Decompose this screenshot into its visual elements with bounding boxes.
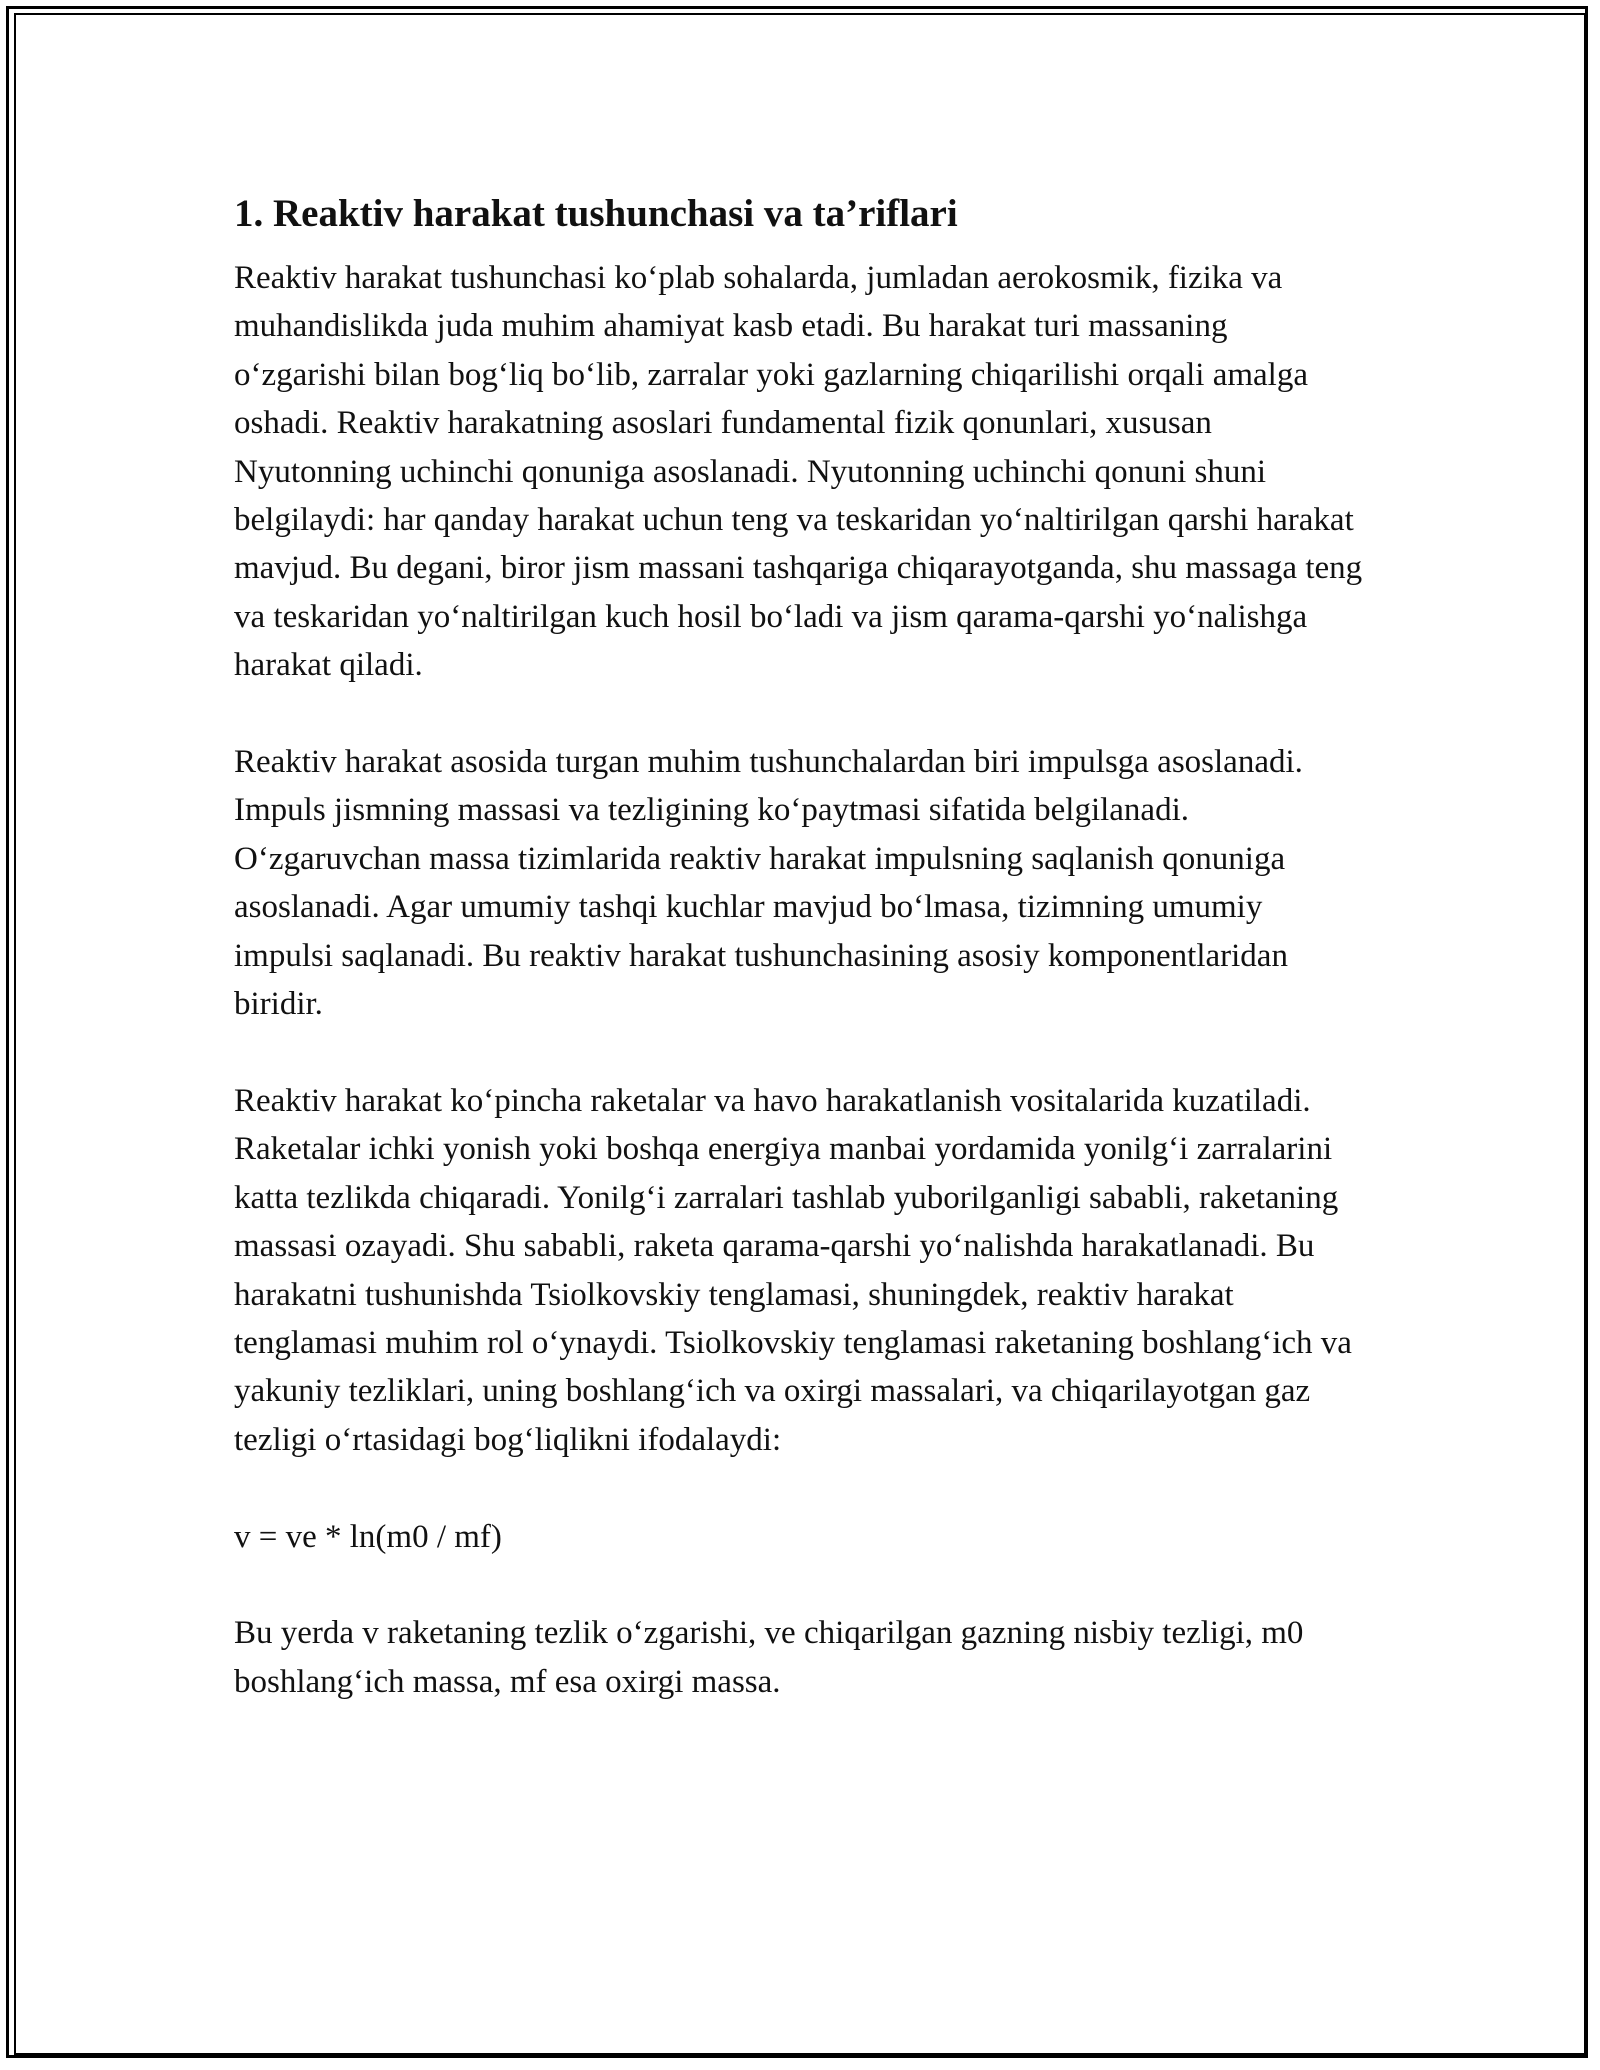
- paragraph-equation-explanation: Bu yerda v raketaning tezlik o‘zgarishi, ve chiqarilgan gazning nisbiy tezligi, m0 boshlang‘ich massa, mf esa oxirgi massa.: [234, 1615, 1304, 1700]
- equation-tsiolkovsky: v = ve * ln(m0 / mf): [234, 1518, 502, 1555]
- paragraph-impulse: Reaktiv harakat asosida turgan muhim tushunchalardan biri impulsga asoslanadi. Impuls jismning massasi va tezligining ko‘paytmasi sifatida belgilanadi. O‘zgaruvchan massa tizimlarida reaktiv harakat impulsning saqlanish qonuniga asoslanadi. Agar umumiy tashqi kuchlar mavjud bo‘lmasa, tizimning umumiy impulsi saqlanadi. Bu reaktiv harakat tushunchasining asosiy komponentlaridan biridir.: [234, 744, 1303, 1023]
- section-heading: 1. Reaktiv harakat tushunchasi va ta’riflari: [234, 192, 958, 235]
- paragraph-rockets: Reaktiv harakat ko‘pincha raketalar va havo harakatlanish vositalarida kuzatiladi. Raketalar ichki yonish yoki boshqa energiya manbai yordamida yonilg‘i zarralarini katta tezlikda chiqaradi. Yonilg‘i zarralari tashlab yuborilganligi sababli, raketaning massasi ozayadi. Shu sababli, raketa qarama-qarshi yo‘nalishda harakatlanadi. Bu harakatni tushunishda Tsiolkovskiy tenglamasi, shuningdek, reaktiv harakat tenglamasi muhim rol o‘ynaydi. Tsiolkovskiy tenglamasi raketaning boshlang‘ich va yakuniy tezliklari, uning boshlang‘ich va oxirgi massalari, va chiqarilayotgan gaz tezligi o‘rtasidagi bog‘liqlikni ifodalaydi:: [234, 1082, 1352, 1458]
- paragraph-intro: Reaktiv harakat tushunchasi ko‘plab sohalarda, jumladan aerokosmik, fizika va muhandislikda juda muhim ahamiyat kasb etadi. Bu harakat turi massaning o‘zgarishi bilan bog‘liq bo‘lib, zarralar yoki gazlarning chiqarilishi orqali amalga oshadi. Reaktiv harakatning asoslari fundamental fizik qonunlari, xususan Nyutonning uchinchi qonuniga asoslanadi. Nyutonning uchinchi qonuni shuni belgilaydi: har qanday harakat uchun teng va teskaridan yo‘naltirilgan qarshi harakat mavjud. Bu degani, biror jism massani tashqariga chiqarayotganda, shu massaga teng va teskaridan yo‘naltirilgan kuch hosil bo‘ladi va jism qarama-qarshi yo‘nalishga harakat qiladi.: [234, 260, 1363, 684]
- document-body: [234, 186, 1364, 1755]
